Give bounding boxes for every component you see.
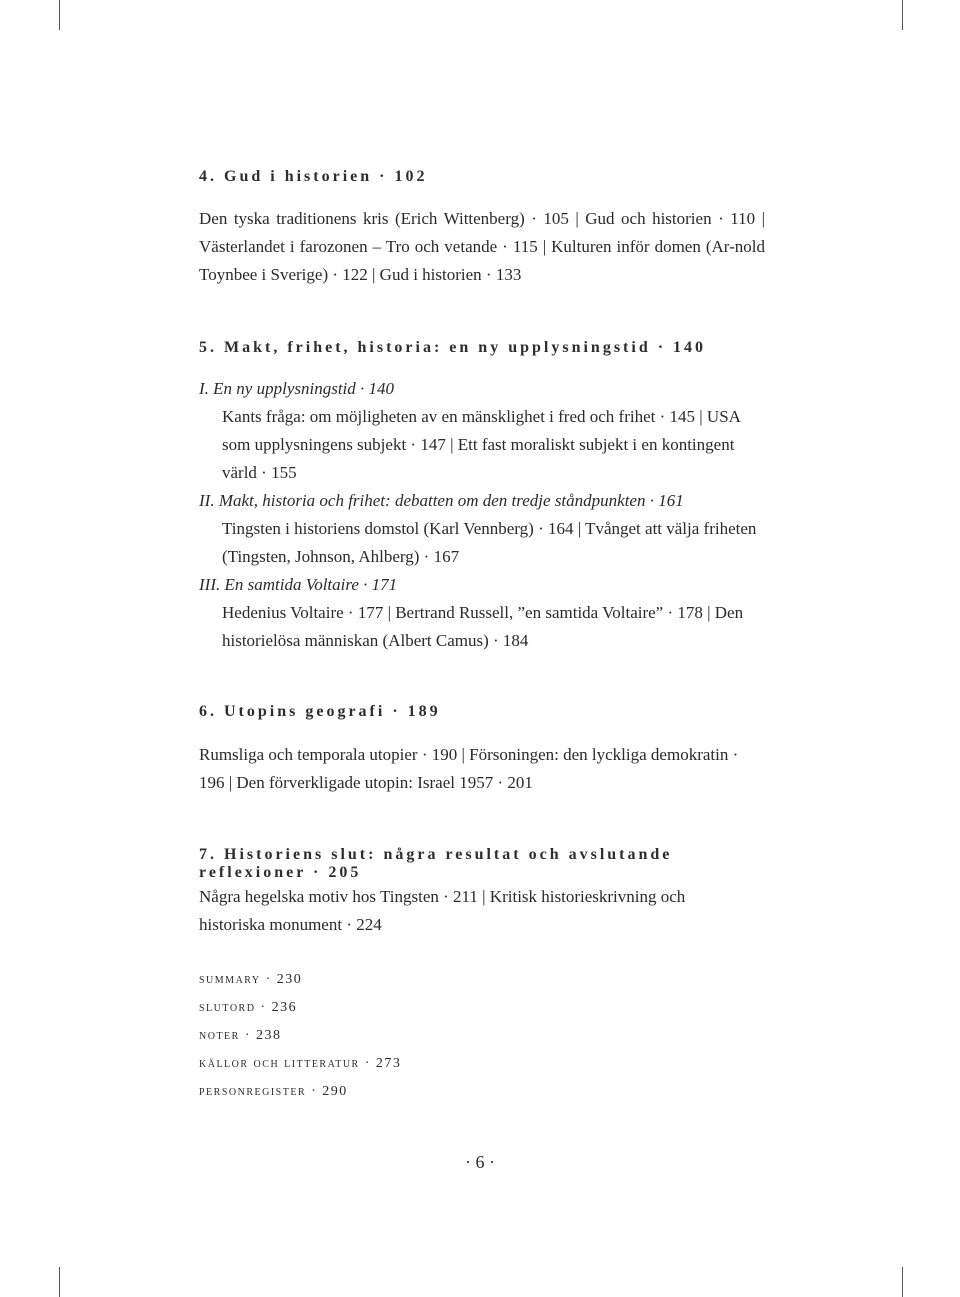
- chapter-4-heading: 4. Gud i historien · 102: [199, 168, 428, 185]
- page-number: · 6 ·: [465, 1152, 495, 1172]
- chapter-6-heading: 6. Utopins geografi · 189: [199, 703, 441, 720]
- section-1-title: I. En ny upplysningstid · 140: [199, 379, 395, 398]
- chapter-6-contents: Rumsliga och temporala utopier · 190 | Försoningen: den lyckliga demokratin · 196 | Den förverkligade utopin: Israel 1957 · 201: [199, 745, 739, 792]
- end-matter-personregister: personregister · 290: [199, 1084, 348, 1099]
- section-2-contents: Tingsten i historiens domstol (Karl Vennberg) · 164 | Tvånget att välja friheten (Tingsten, Johnson, Ahlberg) · 167: [222, 519, 757, 566]
- chapter-7-heading: 7. Historiens slut: några resultat och avslutande reflexioner · 205: [199, 846, 673, 881]
- chapter-7-contents: Några hegelska motiv hos Tingsten · 211 | Kritisk historieskrivning och historiska monument · 224: [199, 887, 686, 934]
- end-matter-kallor: källor och litteratur · 273: [199, 1056, 402, 1071]
- end-matter-slutord: slutord · 236: [199, 1000, 298, 1015]
- section-3-contents: Hedenius Voltaire · 177 | Bertrand Russell, ”en samtida Voltaire” · 178 | Den historielösa människan (Albert Camus) · 184: [222, 603, 744, 650]
- end-matter-summary: summary · 230: [199, 972, 303, 987]
- crop-mark-top-right: [902, 0, 903, 30]
- chapter-5-section-3: [199, 571, 765, 655]
- crop-mark-bottom-right: [902, 1267, 903, 1297]
- chapter-5-section-1: [199, 375, 765, 487]
- chapter-5-heading: 5. Makt, frihet, historia: en ny upplysningstid · 140: [199, 339, 707, 356]
- section-1-contents: Kants fråga: om möjligheten av en mänsklighet i fred och frihet · 145 | USA som upplysningens subjekt · 147 | Ett fast moraliskt subjekt i en kontingent värld · 155: [222, 407, 741, 482]
- end-matter-noter: noter · 238: [199, 1028, 282, 1043]
- chapter-4-contents: Den tyska traditionens kris (Erich Wittenberg) · 105 | Gud och historien · 110 | Västerlandet i farozonen – Tro och vetande · 115 | Kulturen inför domen (Ar-nold Toynbee i Sverige) · 122 | Gud i historien · 133: [199, 209, 765, 284]
- section-3-title: III. En samtida Voltaire · 171: [199, 575, 398, 594]
- crop-mark-top-left: [59, 0, 60, 30]
- chapter-5-section-2: [199, 487, 765, 571]
- section-2-title: II. Makt, historia och frihet: debatten om den tredje ståndpunkten · 161: [199, 491, 684, 510]
- crop-mark-bottom-left: [59, 1267, 60, 1297]
